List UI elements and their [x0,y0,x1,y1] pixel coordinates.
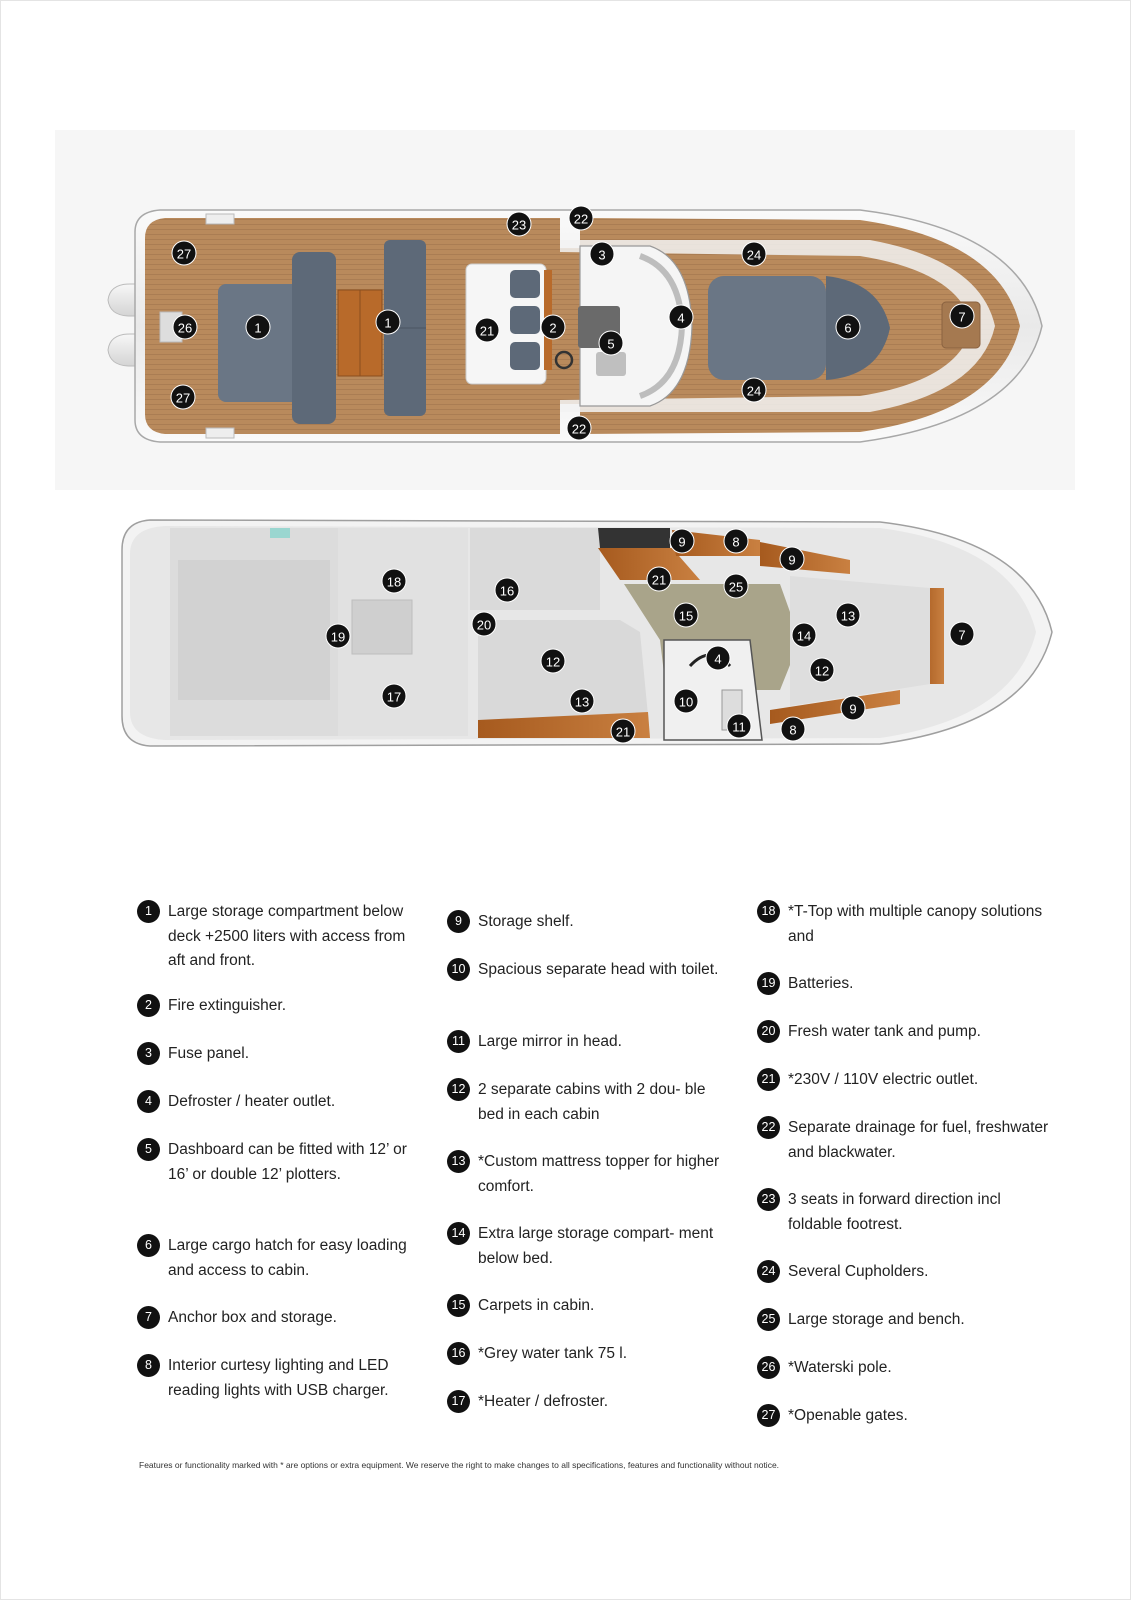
deck-marker-label: 1 [384,315,392,331]
cabin-marker-21 [611,719,635,743]
legend-text: Defroster / heater outlet. [168,1093,336,1110]
legend-item-14 [447,1222,723,1271]
legend-text: Dashboard can be fitted with 12’ or 16’ or double 12’ plotters. [168,1141,407,1183]
legend-item-25 [757,1308,1058,1333]
deck-marker-23 [507,212,531,236]
legend-item-7 [137,1306,413,1331]
legend-text: Large storage compartment below deck +2500 liters with access from aft and front. [168,903,406,969]
cabin-marker-label: 13 [574,694,590,710]
deck-marker-2 [541,315,565,339]
legend-badge: 26 [757,1356,780,1379]
legend-badge: 19 [757,972,780,995]
cabin-marker-label: 25 [728,579,744,595]
legend-badge: 6 [137,1234,160,1257]
legend-badge: 7 [137,1306,160,1329]
cabin-marker-11 [727,714,751,738]
legend-text: Spacious separate head with toilet. [478,961,719,978]
cabin-marker-label: 9 [678,534,686,550]
cabin-marker-20 [472,612,496,636]
deck-marker-label: 1 [254,320,262,336]
legend-badge: 24 [757,1260,780,1283]
legend-item-1 [137,900,413,974]
cabin-marker-label: 8 [732,534,740,550]
legend-text: *230V / 110V electric outlet. [788,1071,979,1088]
cabin-marker-8 [781,717,805,741]
deck-marker-27 [172,241,196,265]
cabin-marker-13 [836,603,860,627]
legend-item-16 [447,1342,723,1367]
cabin-marker-18 [382,569,406,593]
cabin-marker-12 [810,658,834,682]
deck-marker-label: 27 [176,246,192,262]
cabin-marker-9 [841,696,865,720]
legend-text: *Heater / defroster. [478,1393,609,1410]
cabin-marker-19 [326,624,350,648]
deck-marker-22 [569,206,593,230]
deck-marker-label: 24 [746,383,762,399]
cabin-marker-label: 20 [476,617,492,633]
legend-text: Large mirror in head. [478,1033,622,1050]
legend-item-6 [137,1234,413,1283]
legend-badge: 3 [137,1042,160,1065]
deck-marker-21 [475,318,499,342]
legend-badge: 5 [137,1138,160,1161]
cabin-marker-9 [670,529,694,553]
legend-text: Separate drainage for fuel, freshwater and blackwater. [788,1119,1049,1161]
legend-text: 3 seats in forward direction incl foldable footrest. [788,1191,1001,1233]
legend-item-26 [757,1356,1058,1381]
forward-sunpad [708,276,826,380]
aft-backrest-cushion [292,252,336,424]
legend-text: *Waterski pole. [788,1359,892,1376]
cabin-marker-label: 8 [789,722,797,738]
cabin-marker-label: 17 [386,689,402,705]
deck-marker-6 [836,315,860,339]
deck-marker-label: 2 [549,320,557,336]
cabin-marker-label: 18 [386,574,402,590]
legend-item-15 [447,1294,723,1319]
legend-text: 2 separate cabins with 2 dou- ble bed in each cabin [478,1081,706,1123]
legend-badge: 22 [757,1116,780,1139]
legend-text: Fire extinguisher. [168,997,287,1014]
cabin-marker-label: 12 [814,663,830,679]
legend-item-8 [137,1354,413,1403]
cabin-marker-9 [780,547,804,571]
deck-marker-label: 24 [746,247,762,263]
legend-text: Large storage and bench. [788,1311,965,1328]
cabin-marker-17 [382,684,406,708]
cabin-marker-4 [706,646,730,670]
deck-marker-24 [742,242,766,266]
deck-marker-label: 26 [177,320,193,336]
cabin-marker-label: 15 [678,608,694,624]
cabin-marker-label: 9 [788,552,796,568]
legend-badge: 27 [757,1404,780,1427]
legend-badge: 17 [447,1390,470,1413]
cabin-marker-13 [570,689,594,713]
legend-text: Batteries. [788,975,854,992]
cabin-marker-15 [674,603,698,627]
cabin-marker-8 [724,529,748,553]
deck-marker-26 [173,315,197,339]
legend-item-24 [757,1260,1058,1285]
cabin-marker-label: 7 [958,627,966,643]
deck-marker-24 [742,378,766,402]
legend-item-22 [757,1116,1058,1165]
aft-lounge-cushion [218,284,300,402]
deck-marker-7 [950,304,974,328]
legend-item-21 [757,1068,1058,1093]
legend-item-10 [447,958,723,983]
legend-badge: 8 [137,1354,160,1377]
legend-text: Anchor box and storage. [168,1309,337,1326]
legend-item-19 [757,972,1058,997]
legend-item-3 [137,1042,413,1067]
deck-marker-1 [246,315,270,339]
legend-badge: 2 [137,994,160,1017]
legend-badge: 14 [447,1222,470,1245]
legend-item-4 [137,1090,413,1115]
legend-text: Fresh water tank and pump. [788,1023,981,1040]
cabin-marker-label: 9 [849,701,857,717]
deck-marker-27 [171,385,195,409]
legend-text: Carpets in cabin. [478,1297,595,1314]
legend-item-9 [447,910,723,935]
cabin-marker-label: 10 [678,694,694,710]
cabin-marker-label: 21 [615,724,631,740]
legend-badge: 20 [757,1020,780,1043]
deck-marker-label: 21 [479,323,495,339]
cabin-marker-10 [674,689,698,713]
cabin-marker-label: 16 [499,583,515,599]
footnote: Features or functionality marked with * are options or extra equipment. We reserve the right to make changes to all specifications, features and functionality without notice. [139,1460,780,1470]
legend-text: Storage shelf. [478,913,574,930]
cabin-marker-label: 4 [714,651,722,667]
legend-text: *Grey water tank 75 l. [478,1345,628,1362]
legend-item-5 [137,1138,413,1187]
legend-badge: 16 [447,1342,470,1365]
deck-marker-label: 4 [677,310,685,326]
legend-badge: 23 [757,1188,780,1211]
deck-marker-4 [669,305,693,329]
deck-marker-label: 7 [958,309,966,325]
deck-marker-label: 23 [511,217,527,233]
cabin-marker-label: 13 [840,608,856,624]
cabin-marker-label: 11 [732,719,746,735]
legend-item-18 [757,900,1058,949]
cabin-marker-7 [950,622,974,646]
legend-item-23 [757,1188,1058,1237]
legend-text: Interior curtesy lighting and LED reading lights with USB charger. [168,1357,389,1399]
deck-marker-label: 5 [607,336,615,352]
cabin-marker-label: 21 [651,572,667,588]
legend-item-11 [447,1030,723,1055]
legend-text: Fuse panel. [168,1045,249,1062]
legend-item-20 [757,1020,1058,1045]
legend-text: *Openable gates. [788,1407,908,1424]
cabin-marker-label: 12 [545,654,561,670]
cabin-marker-12 [541,649,565,673]
deck-marker-label: 22 [571,421,587,437]
legend-text: Extra large storage compart- ment below bed. [478,1225,714,1267]
legend-text: Large cargo hatch for easy loading and access to cabin. [168,1237,407,1279]
deck-marker-label: 27 [175,390,191,406]
legend-badge: 12 [447,1078,470,1101]
cabin-marker-25 [724,574,748,598]
legend-item-13 [447,1150,723,1199]
legend-badge: 25 [757,1308,780,1331]
legend-badge: 9 [447,910,470,933]
legend-badge: 15 [447,1294,470,1317]
deck-marker-3 [590,242,614,266]
legend-badge: 4 [137,1090,160,1113]
cabin-marker-21 [647,567,671,591]
legend-text: *T-Top with multiple canopy solutions and [788,903,1043,945]
legend-item-2 [137,994,413,1019]
legend-item-12 [447,1078,723,1127]
deck-marker-22 [567,416,591,440]
deck-marker-label: 3 [598,247,606,263]
deck-marker-1 [376,310,400,334]
legend-badge: 18 [757,900,780,923]
legend-badge: 10 [447,958,470,981]
deck-marker-label: 6 [844,320,852,336]
legend-badge: 21 [757,1068,780,1091]
cabin-marker-16 [495,578,519,602]
legend-badge: 13 [447,1150,470,1173]
legend-item-17 [447,1390,723,1415]
legend-badge: 11 [447,1030,470,1053]
legend-badge: 1 [137,900,160,923]
cabin-marker-label: 14 [796,628,812,644]
cabin-marker-14 [792,623,816,647]
deck-marker-5 [599,331,623,355]
legend-text: Several Cupholders. [788,1263,929,1280]
legend-text: *Custom mattress topper for higher comfort. [478,1153,720,1195]
cabin-marker-label: 19 [330,629,346,645]
deck-marker-label: 22 [573,211,589,227]
legend-item-27 [757,1404,1058,1429]
